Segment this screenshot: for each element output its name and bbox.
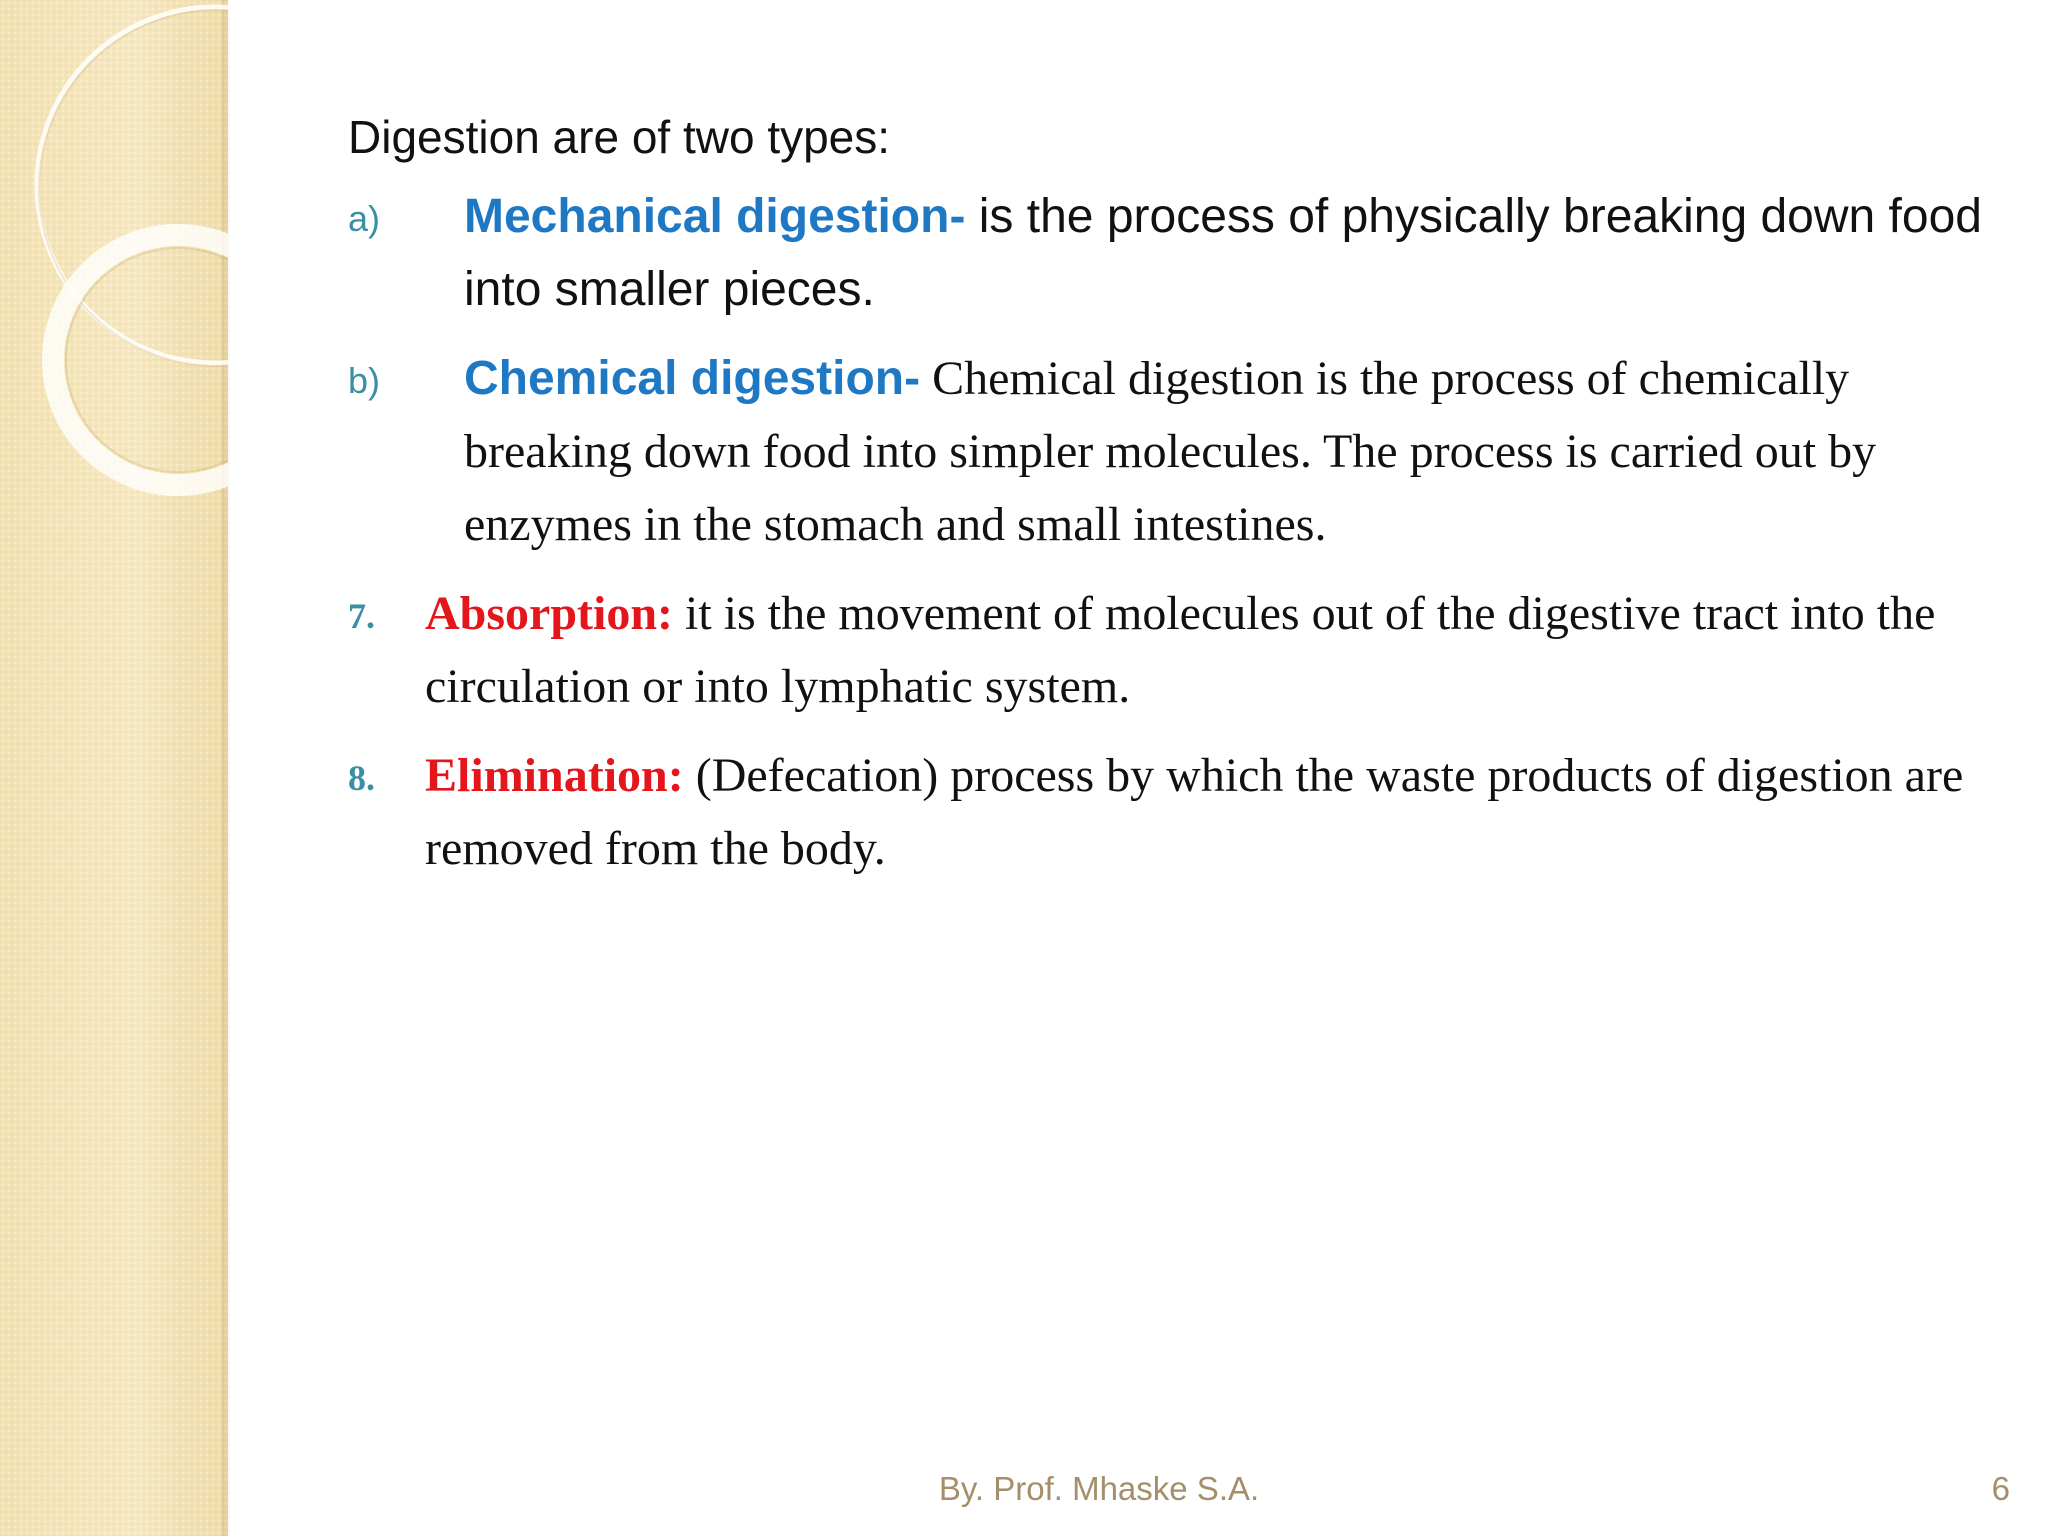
numbered-item-text: it is the movement of molecules out of the digestive tract into the circulation or into lymphatic system.	[425, 586, 1936, 713]
slide-content	[348, 108, 1988, 907]
footer-author: By. Prof. Mhaske S.A.	[938, 1470, 1260, 1507]
sub-item-mechanical	[348, 186, 1988, 332]
numbered-item-marker: 8.	[348, 757, 375, 798]
sub-item-marker: b)	[348, 359, 381, 401]
numbered-item-elimination	[348, 745, 1988, 891]
numbered-item-marker: 7.	[348, 595, 375, 636]
page-number: 6	[1991, 1470, 2010, 1507]
term-elimination: Elimination:	[425, 748, 684, 802]
sub-item-chemical	[348, 348, 1988, 567]
sub-item-marker: a)	[348, 197, 381, 239]
sub-item-text: is the process of physically breaking down food into smaller pieces.	[464, 189, 1982, 316]
slide-heading: Digestion are of two types:	[348, 111, 891, 163]
term-mechanical-digestion: Mechanical digestion-	[464, 189, 966, 243]
numbered-item-text: (Defecation) process by which the waste products of digestion are removed from the body.	[425, 748, 1964, 875]
term-absorption: Absorption:	[425, 586, 674, 640]
sub-item-text: Chemical digestion is the process of chemically breaking down food into simpler molecules. The process is carried out by enzymes in the stomach and small intestines.	[464, 351, 1877, 551]
numbered-item-absorption	[348, 583, 1988, 729]
term-chemical-digestion: Chemical digestion-	[464, 351, 921, 405]
decorative-rings-icon	[0, 0, 228, 520]
